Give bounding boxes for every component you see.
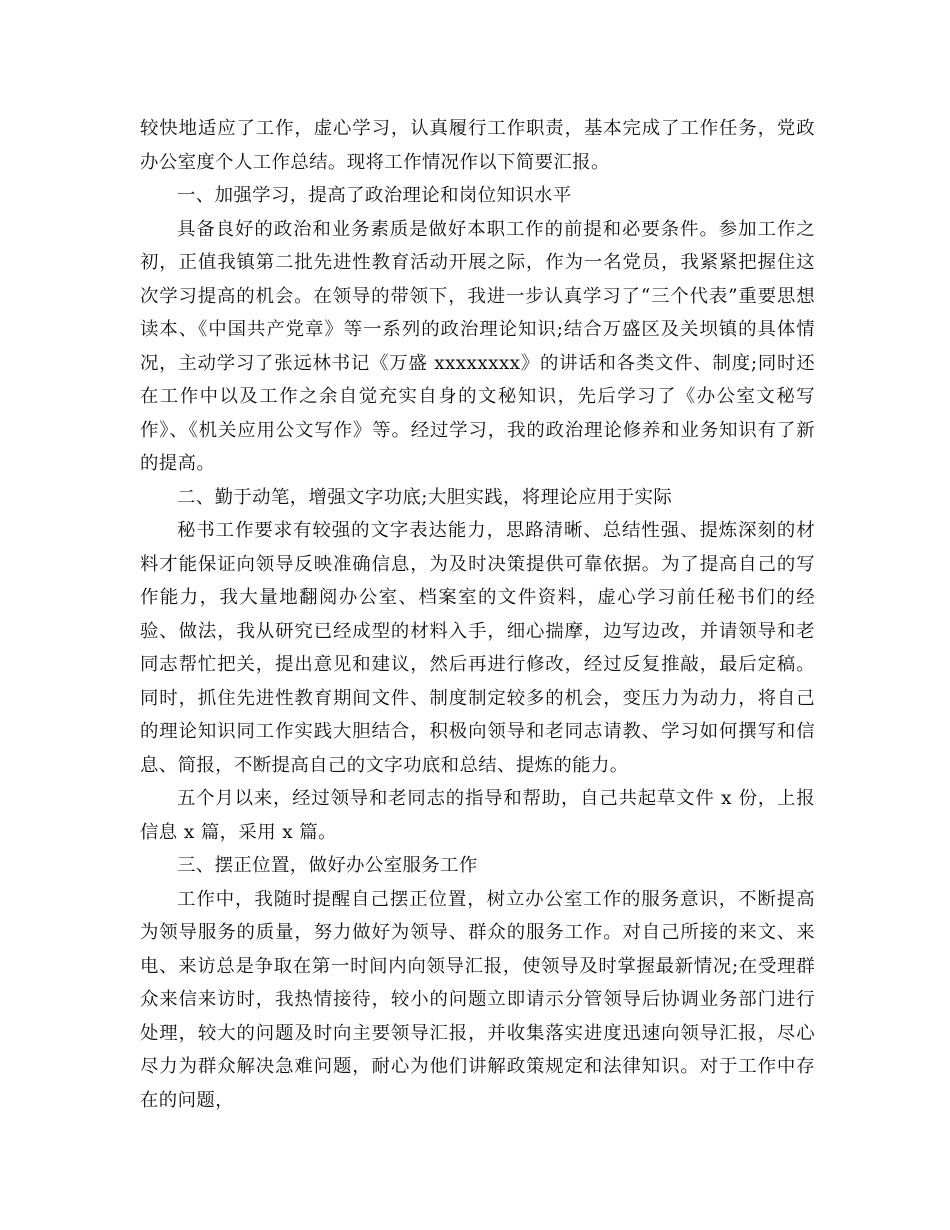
document-body [140, 112, 815, 1117]
section-heading-1: 一、加强学习，提高了政治理论和岗位知识水平 [177, 185, 572, 206]
paragraph-study: 具备良好的政治和业务素质是做好本职工作的前提和必要条件。参加工作之初，正值我镇第二批先进性教育活动开展之际，作为一名党员，我紧紧把握住这次学习提高的机会。在领导的带领下，我进一步认真学习了“三个代表”重要思想读本、《中国共产党章》等一系列的政治理论知识;结合万盛区及关坝镇的具体情况，主动学习了张远林书记《万盛 xxxxxxxx》的讲话和各类文件、制度;同时还在工作中以及工作之余自觉充实自身的文秘知识，先后学习了《办公室文秘写作》、《机关应用公文写作》等。经过学习，我的政治理论修养和业务知识有了新的提高。 [140, 218, 815, 474]
paragraph-results: 五个月以来，经过领导和老同志的指导和帮助，自己共起草文件 x 份，上报信息 x 篇，采用 x 篇。 [140, 788, 815, 843]
paragraph-continuation: 较快地适应了工作，虚心学习，认真履行工作职责，基本完成了工作任务，党政办公室度个人工作总结。现将工作情况作以下简要汇报。 [140, 118, 815, 173]
section-heading-2: 二、勤于动笔，增强文字功底;大胆实践，将理论应用于实际 [177, 486, 673, 508]
section-heading-3: 三、摆正位置，做好办公室服务工作 [177, 855, 478, 876]
paragraph-service: 工作中，我随时提醒自己摆正位置，树立办公室工作的服务意识，不断提高为领导服务的质量，努力做好为领导、群众的服务工作。对自己所接的来文、来电、来访总是争取在第一时间内向领导汇报，使领导及时掌握最新情况;在受理群众来信来访时，我热情接待，较小的问题立即请示分管领导后协调业务部门进行处理，较大的问题及时向主要领导汇报，并收集落实进度迅速向领导汇报，尽心尽力为群众解决急难问题，耐心为他们讲解政策规定和法律知识。对于工作中存在的问题， [140, 888, 815, 1111]
paragraph-writing: 秘书工作要求有较强的文字表达能力，思路清晰、总结性强、提炼深刻的材料才能保证向领导反映准确信息，为及时决策提供可靠依据。为了提高自己的写作能力，我大量地翻阅办公室、档案室的文件资料，虚心学习前任秘书们的经验、做法，我从研究已经成型的材料入手，细心揣摩，边写边改，并请领导和老同志帮忙把关，提出意见和建议，然后再进行修改，经过反复推敲，最后定稿。同时，抓住先进性教育期间文件、制度制定较多的机会，变压力为动力，将自己的理论知识同工作实践大胆结合，积极向领导和老同志请教、学习如何撰写和信息、简报，不断提高自己的文字功底和总结、提炼的能力。 [140, 520, 815, 776]
